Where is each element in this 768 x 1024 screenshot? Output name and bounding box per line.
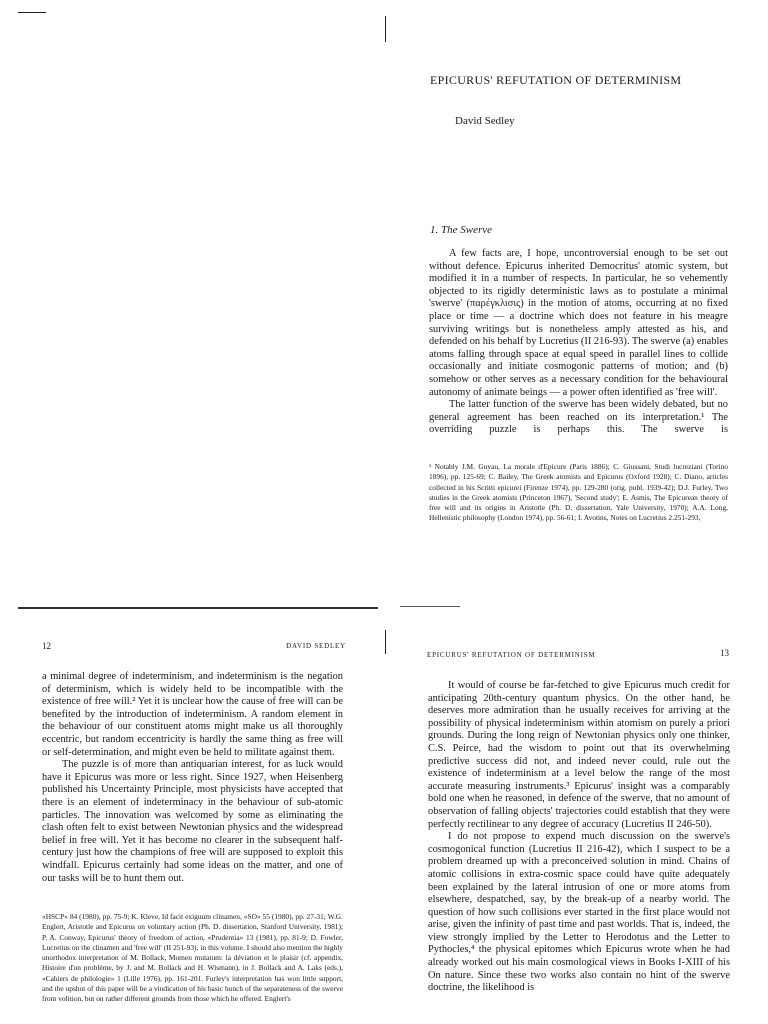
footnote-text: «HSCP» 84 (1980), pp. 75-9; K. Kleve, Id facit exiguum clinamen, «SO» 55 (1980), pp. 27-31; W.G. Englert, Aristotle and Epicurus on voluntary action (Ph. D. dissertation, Stanford University, 1981); P. A. Conway, Epicurus' theory of freedom of action, «Prudentia» 13 (1981), pp. 81-9; D. Fowler, Lucretius on the clinamen and 'free will' (II 251-93), in this volume. I should also mention the highly unorthodox interpretation of M. Bollack, Momen mutatum: la déviation et le plaisir (cf. appendix, Histoire d'un problème, by J. and M. Bollack and H. Wismann), in J. Bollack and A. Laks (eds.), «Cahiers de philologie» 1 (Lille 1976), pp. 161-201. Furley's interpretation has won little support, and the upshot of this paper will be a vindication of his basic hunch of the separateness of the swerve from volition, but on rather different grounds from those which he offered. Englert's <box>42 912 343 1004</box>
footnote-text: ¹ Notably J.M. Guyau, La morale d'Epicure (Paris 1886); C. Giussani, Studi lucreziani (Torino 1896), pp. 125-69; C. Bailey, The Greek atomists and Epicurus (Oxford 1928); C. Diano, articles collected in his Scritti epicurei (Firenze 1974), pp. 129-280 (orig. publ. 1939-42); D.J. Furley, Two studies in the Greek atomists (Princeton 1967), 'Second study'; E. Asmis, The Epicurean theory of free will and its origins in Aristotle (Ph. D. dissertation, Yale University, 1970); A.A. Long, Hellenistic philosophy (London 1974), pp. 56-61; I. Avotins, Notes on Lucretius 2.251-293, <box>429 462 728 523</box>
left-body-text <box>42 671 343 885</box>
right-body-text <box>428 680 730 995</box>
running-head-right: EPICURUS' REFUTATION OF DETERMINISM <box>427 651 596 659</box>
paragraph: The puzzle is of more than antiquarian interest, for as luck would have it Epicurus was more or less right. Since 1927, when Heisenberg published his Uncertainty Principle, most physicists have accepted that there is an element of indeterminacy in the behaviour of sub-atomic particles. The innovation was welcomed by some as eliminating the clash often felt to exist between Newtonian physics and the widespread belief in free will. Yet it has become no clearer in the subsequent half-century just how the champions of free will are supposed to exploit this windfall. Epicurus certainly had some ideas on the matter, and one of our tasks will be to hunt them out. <box>42 759 343 884</box>
page-number-right: 13 <box>720 648 729 658</box>
page-divider-line <box>18 607 378 609</box>
page-divider-line-right <box>400 606 460 607</box>
scan-fold-line <box>385 16 386 42</box>
article-title: EPICURUS' REFUTATION OF DETERMINISM <box>430 73 682 87</box>
page-number-left: 12 <box>42 641 51 651</box>
scan-fold-line-lower <box>385 630 386 654</box>
paragraph: The latter function of the swerve has been widely debated, but no general agreement has been reached on its interpretation.¹ The overriding puzzle is perhaps this. The swerve is <box>429 399 728 436</box>
paragraph: a minimal degree of indeterminism, and indeterminism is the negation of determinism, which is widely held to be incompatible with the existence of free will.² Yet it is unclear how the cause of free will can be benefited by the introduction of indeterminism. A random element in the behaviour of our constituent atoms might make us all thoroughly eccentric, but random eccentricity is hardly the same thing as free will or self-determination, and might even be held to militate against them. <box>42 671 343 758</box>
top-footnote <box>429 462 728 524</box>
top-body-text <box>429 248 728 437</box>
scan-edge-mark <box>18 12 46 13</box>
paragraph: A few facts are, I hope, uncontroversial enough to be set out without defence. Epicurus inherited Democritus' atomic system, but modified it in a number of respects. In particular, he so vehemently objected to its rigidly deterministic laws as to postulate a minimal 'swerve' (παρέγκλισις) in the motion of atoms, occurring at no fixed place or time — a doctrine which does not feature in his meagre surviving writings but is nonetheless amply attested as his, and defended on his behalf by Lucretius (II 216-93). The swerve (a) enables atoms falling through space at equal speed in parallel lines to collide occasionally and initiate cosmogonic patterns of motion; and (b) somehow or other serves as a necessary condition for the behavioural autonomy of animate beings — a power often identified as 'free will'. <box>429 248 728 398</box>
article-author: David Sedley <box>455 115 515 127</box>
paragraph: I do not propose to expend much discussion on the swerve's cosmogonical function (Lucretius II 216-42), which I suspect to be a problem dreamed up with a preconceived solution in mind. Chains of atomic collisions in extra-cosmic space could have quite adequately been explained by the lateral intrusion of one or more atoms from elsewhere, despatched, say, by the break-up of a nearby world. The question of how such collisions ever started in the first place would not arise, given the infinity of past time and past worlds. That is, indeed, the view strongly implied by the Letter to Herodotus and the Letter to Pythocles,⁴ the physical epitomes which Epicurus wrote when he had already worked out his main cosmological views in Books I-XIII of his On nature. Since these two works also contain no hint of the swerve doctrine, the likelihood is <box>428 831 730 994</box>
left-footnote <box>42 912 343 1005</box>
section-heading: 1. The Swerve <box>430 224 493 236</box>
paragraph: It would of course be far-fetched to give Epicurus much credit for anticipating 20th-century quantum physics. On the other hand, he deserves more admiration than he usually receives for arriving at the possibility of physical indeterminism within atomism on purely a priori grounds. During the long reign of Newtonian physics only one thinker, C.S. Peirce, had the wisdom to point out that its overwhelming predictive success did not, and indeed never could, rule out the existence of indeterminism at a level below the range of the most accurate measuring instruments.³ Epicurus' insight was a comparably bold one when he reasoned, in defence of the swerve, that no amount of observation of falling objects' trajectories could establish that they were perfectly rectilinear to any degree of accuracy (Lucretius II 246-50). <box>428 680 730 830</box>
running-head-left: DAVID SEDLEY <box>286 642 346 650</box>
